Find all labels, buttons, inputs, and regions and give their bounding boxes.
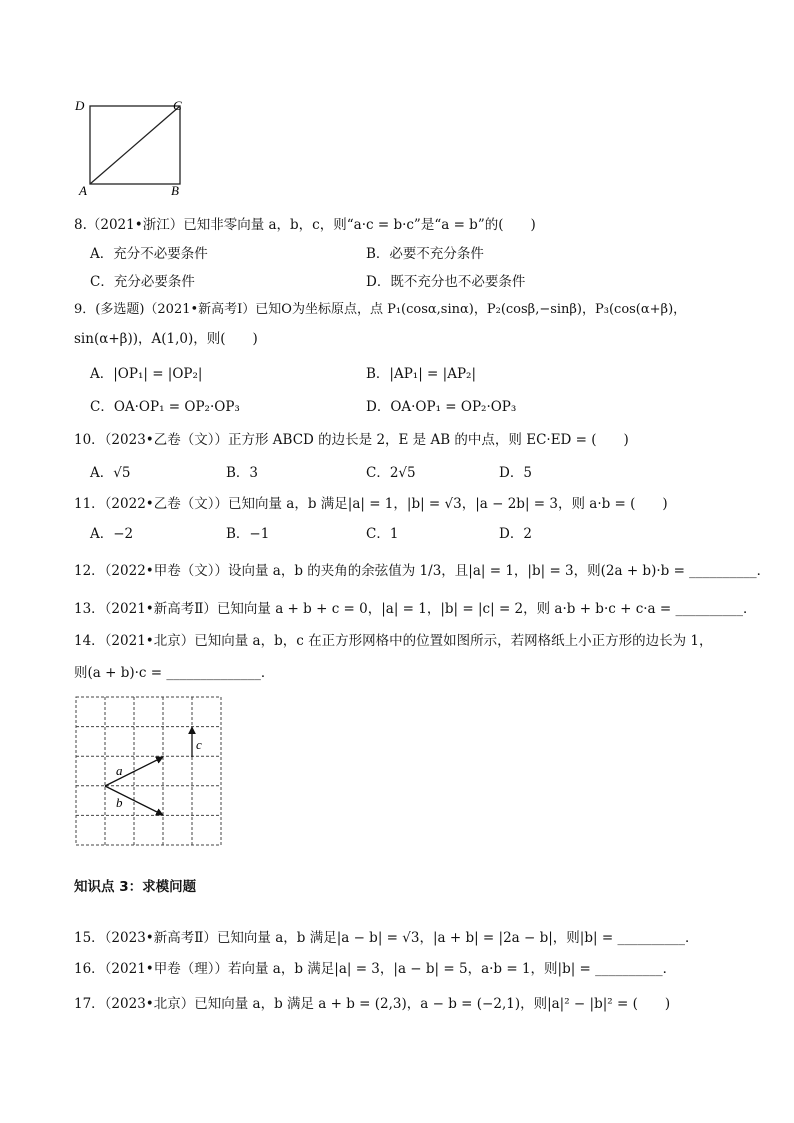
q10-option-a: A．√5 xyxy=(90,465,131,481)
q10-option-c: C．2√5 xyxy=(366,465,416,481)
q14-stem-line2: 则(a + b)·c = ______________． xyxy=(74,665,275,681)
q11-option-b: B．−1 xyxy=(226,526,270,542)
q12-stem: 12．（2022•甲卷（文））设向量 a，b 的夹角的余弦值为 1/3，且|a| = 1，|b| = 3，则(2a + b)·b = __________． xyxy=(74,563,771,579)
q8-option-c: C．充分必要条件 xyxy=(90,274,195,290)
q8-option-d: D．既不充分也不必要条件 xyxy=(366,274,526,290)
q11-option-a: A．−2 xyxy=(90,526,134,542)
vector-b xyxy=(105,786,163,815)
q10-stem: 10．（2023•乙卷（文））正方形 ABCD 的边长是 2，E 是 AB 的中点，则 EC·ED = ( ) xyxy=(74,432,629,448)
square-figure xyxy=(70,96,190,196)
label-A: A xyxy=(79,183,87,196)
label-C: C xyxy=(173,98,182,113)
q9-option-a: A．|OP₁| = |OP₂| xyxy=(90,366,203,382)
q9-stem-line2: sin(α+β))，A(1,0)，则( ) xyxy=(74,331,258,347)
label-b: b xyxy=(116,795,123,810)
q14-stem-line1: 14．（2021•北京）已知向量 a，b，c 在正方形网格中的位置如图所示，若网格纸上小正方形的边长为 1， xyxy=(74,633,713,649)
q9-option-c: C．OA·OP₁ = OP₂·OP₃ xyxy=(90,399,240,415)
vector-grid-figure xyxy=(74,695,224,847)
q9-stem-line1: 9．(多选题)（2021•新高考Ⅰ）已知O为坐标原点，点 P₁(cosα,sinα)，P₂(cosβ,−sinβ)，P₃(cos(α+β)， xyxy=(74,302,687,317)
q11-stem: 11．（2022•乙卷（文））已知向量 a，b 满足|a| = 1，|b| = √3，|a − 2b| = 3，则 a·b = ( ) xyxy=(74,496,668,512)
q11-option-d: D．2 xyxy=(499,526,532,542)
q10-option-b: B．3 xyxy=(226,465,259,481)
q15-stem: 15．（2023•新高考Ⅱ）已知向量 a，b 满足|a − b| = √3，|a + b| = |2a − b|，则|b| = __________． xyxy=(74,930,699,946)
label-D: D xyxy=(75,98,85,113)
vector-a xyxy=(105,757,163,786)
q16-stem: 16．（2021•甲卷（理））若向量 a，b 满足|a| = 3，|a − b| = 5，a·b = 1，则|b| = __________． xyxy=(74,961,677,977)
q9-option-d: D．OA·OP₁ = OP₂·OP₃ xyxy=(366,399,517,415)
q8-stem: 8.（2021•浙江）已知非零向量 a，b，c，则“a·c = b·c”是“a = b”的( ) xyxy=(74,217,536,233)
q17-stem: 17．（2023•北京）已知向量 a，b 满足 a + b = (2,3)，a − b = (−2,1)，则|a|² − |b|² = ( ) xyxy=(74,996,671,1012)
label-B: B xyxy=(171,183,179,196)
section-3-title: 知识点 3：求模问题 xyxy=(74,879,197,895)
label-c: c xyxy=(196,737,202,752)
q13-stem: 13．（2021•新高考Ⅱ）已知向量 a + b + c = 0，|a| = 1，|b| = |c| = 2，则 a·b + b·c + c·a = __________． xyxy=(74,601,757,617)
label-a: a xyxy=(116,763,123,778)
q8-option-a: A．充分不必要条件 xyxy=(90,246,208,262)
q9-option-b: B．|AP₁| = |AP₂| xyxy=(366,366,476,382)
q11-option-c: C．1 xyxy=(366,526,399,542)
q10-option-d: D．5 xyxy=(499,465,532,481)
q8-option-b: B．必要不充分条件 xyxy=(366,246,484,262)
